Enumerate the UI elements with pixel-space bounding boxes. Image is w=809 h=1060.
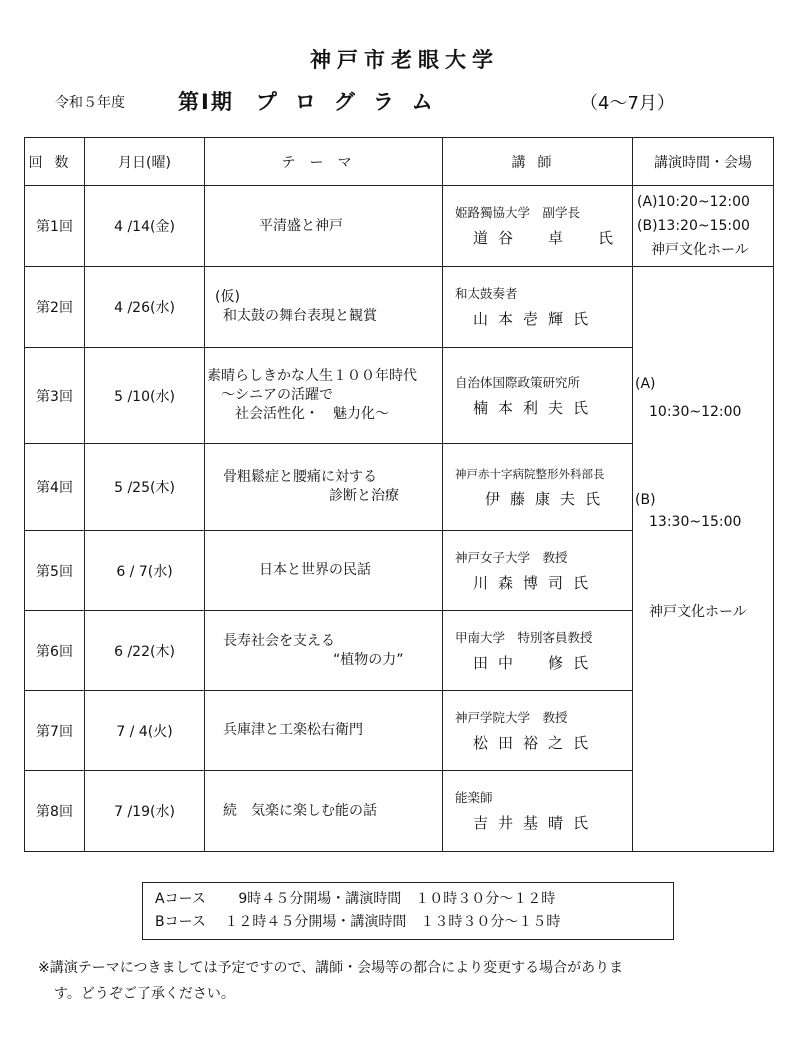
- fiscal-year: 令和５年度: [55, 95, 125, 111]
- course-a: Aコース 9時４５分開場・講演時間 １０時３０分～１２時: [155, 891, 556, 907]
- lecturer-affiliation: 神戸赤十字病院整形外科部長: [455, 467, 605, 481]
- session-date: 5 /10(水): [85, 348, 205, 444]
- session-date: 6 / 7(水): [85, 531, 205, 611]
- lecturer-affiliation: 能楽師: [455, 790, 493, 805]
- lecturer-name: 山本壱輝氏: [473, 310, 599, 328]
- table-body: [25, 186, 774, 852]
- session-theme: [205, 771, 443, 852]
- theme-line: 素晴らしきかな人生１００年時代: [207, 368, 417, 384]
- lecturer-name: 道谷 卓 氏: [473, 229, 624, 247]
- table-row: [25, 267, 774, 348]
- theme-line: 日本と世界の民話: [259, 562, 371, 578]
- table-header-row: [25, 138, 774, 186]
- course-b: Bコース １２時４５分開場・講演時間 １３時３０分～１５時: [155, 914, 561, 930]
- session-number: 第6回: [25, 611, 85, 691]
- session-date: 5 /25(木): [85, 444, 205, 531]
- time-slot: (B)13:20~15:00: [637, 218, 750, 234]
- notice-line-1: ※講演テーマにつきましては予定ですので、講師・会場等の都合により変更する場合がありま: [38, 960, 624, 976]
- lecturer-name: 松田裕之氏: [473, 733, 599, 752]
- session-number: 第3回: [25, 348, 85, 444]
- session-theme: [205, 186, 443, 267]
- lecturer-affiliation: 神戸学院大学 教授: [455, 709, 568, 725]
- program-heading: [178, 86, 451, 116]
- time-venue-first: [633, 186, 774, 267]
- session-number: 第5回: [25, 531, 85, 611]
- theme-line: 長寿社会を支える: [223, 632, 335, 649]
- time-b: 13:30~15:00: [649, 514, 742, 530]
- time-b-label: (B): [635, 492, 656, 508]
- header-time-venue: 講演時間・会場: [633, 138, 774, 186]
- time-a-label: (A): [635, 376, 656, 392]
- theme-line: 社会活性化・ 魅力化～: [235, 406, 389, 422]
- session-theme: [205, 691, 443, 771]
- month-range: （4～7月）: [580, 93, 675, 114]
- lecturer: [443, 267, 633, 348]
- lecturer: [443, 611, 633, 691]
- session-date: 6 /22(木): [85, 611, 205, 691]
- lecturer-name: 楠本利夫氏: [473, 398, 599, 417]
- notice-line-2: す。どうぞご了承ください。: [54, 986, 235, 1002]
- session-theme: [205, 531, 443, 611]
- lecturer-affiliation: 姫路獨協大学 副学長: [455, 205, 581, 220]
- lecturer-name: 伊藤康夫氏: [485, 490, 611, 508]
- lecturer-name: 川森博司氏: [473, 573, 599, 592]
- session-number: 第7回: [25, 691, 85, 771]
- page-title: 神戸市老眼大学: [310, 48, 499, 72]
- lecturer: [443, 348, 633, 444]
- theme-line: 続 気楽に楽しむ能の話: [223, 802, 377, 819]
- session-number: 第4回: [25, 444, 85, 531]
- lecturer: [443, 444, 633, 531]
- theme-line: “植物の力”: [333, 651, 404, 668]
- header-date: 月日(曜): [85, 138, 205, 186]
- session-date: 7 / 4(火): [85, 691, 205, 771]
- theme-line: 平清盛と神戸: [259, 217, 343, 234]
- session-number: 第2回: [25, 267, 85, 348]
- theme-line: (仮): [215, 289, 240, 305]
- session-date: 4 /26(水): [85, 267, 205, 348]
- lecturer: [443, 771, 633, 852]
- lecturer: [443, 186, 633, 267]
- lecturer: [443, 691, 633, 771]
- header-lecturer: 講師: [443, 138, 633, 186]
- session-theme: [205, 348, 443, 444]
- lecturer-name: 吉井基晴氏: [473, 814, 599, 832]
- time-slot: (A)10:20~12:00: [637, 194, 750, 210]
- session-number: 第8回: [25, 771, 85, 852]
- lecturer-affiliation: 神戸女子大学 教授: [455, 549, 568, 565]
- lecturer-affiliation: 自治体国際政策研究所: [455, 374, 581, 390]
- course-info-box: [142, 882, 674, 940]
- venue: 神戸文化ホール: [649, 604, 747, 620]
- session-theme: [205, 267, 443, 348]
- session-theme: [205, 444, 443, 531]
- lecturer-affiliation: 和太鼓奏者: [455, 286, 518, 301]
- theme-line: ～シニアの活躍で: [221, 387, 333, 403]
- header-session: 回数: [25, 138, 85, 186]
- theme-line: 診断と治療: [329, 488, 399, 504]
- header-theme: テーマ: [205, 138, 443, 186]
- venue: 神戸文化ホール: [651, 242, 749, 258]
- theme-line: 兵庫津と工楽松右衛門: [223, 722, 363, 738]
- phase-label: 第Ⅰ期: [178, 90, 234, 114]
- session-theme: [205, 611, 443, 691]
- theme-line: 和太鼓の舞台表現と観賞: [223, 308, 377, 324]
- lecturer-affiliation: 甲南大学 特別客員教授: [455, 629, 593, 645]
- lecturer: [443, 531, 633, 611]
- program-label: プログラム: [255, 90, 451, 114]
- time-venue-shared: [633, 267, 774, 852]
- time-a: 10:30~12:00: [649, 404, 742, 420]
- session-date: 4 /14(金): [85, 186, 205, 267]
- theme-line: 骨粗鬆症と腰痛に対する: [223, 469, 377, 485]
- lecturer-name: 田中 修氏: [473, 653, 599, 672]
- session-number: 第1回: [25, 186, 85, 267]
- program-table: [24, 137, 774, 852]
- notice: [38, 955, 778, 1007]
- session-date: 7 /19(水): [85, 771, 205, 852]
- table-row: [25, 186, 774, 267]
